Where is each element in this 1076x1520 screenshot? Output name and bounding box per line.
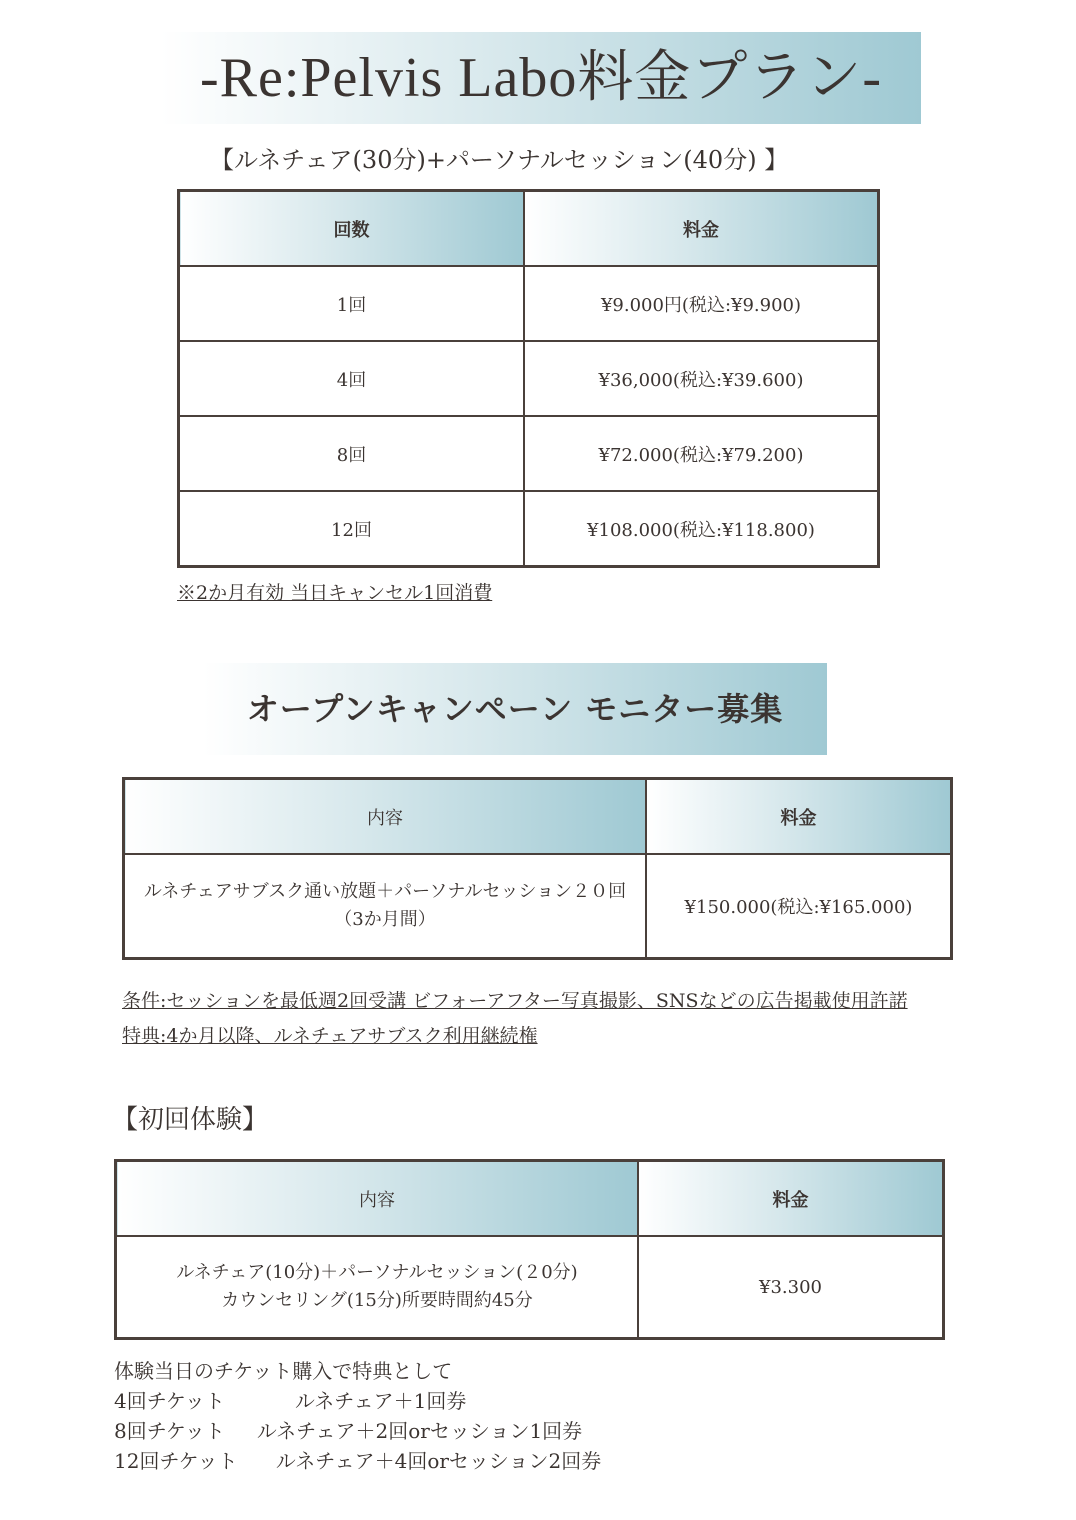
row-count: 12回 <box>179 491 525 567</box>
plan-subtitle: 【ルネチェア(30分)+パーソナルセッション(40分) 】 <box>210 146 789 174</box>
perk-item: 8回チケット ルネチェア＋2回orセッション1回券 <box>114 1419 583 1443</box>
table-row <box>179 416 879 491</box>
perk-item: 12回チケット ルネチェア＋4回orセッション2回券 <box>114 1449 602 1473</box>
perk-item: 4回チケット ルネチェア＋1回券 <box>114 1389 467 1413</box>
row-count: 8回 <box>179 416 525 491</box>
header-price: 料金 <box>646 779 952 855</box>
row-count: 4回 <box>179 341 525 416</box>
plan-note: ※2か月有効 当日キャンセル1回消費 <box>177 582 493 604</box>
table-row <box>124 854 952 959</box>
table-header-row <box>179 191 879 267</box>
table-row <box>116 1236 944 1339</box>
campaign-title: オープンキャンペーン モニター募集 <box>203 663 827 755</box>
table-row <box>179 341 879 416</box>
table-header-row <box>124 779 952 855</box>
header-price: 料金 <box>524 191 879 267</box>
table-header-row <box>116 1161 944 1237</box>
row-price: ¥72.000(税込:¥79.200) <box>524 416 879 491</box>
header-count: 回数 <box>179 191 525 267</box>
header-content: 内容 <box>116 1161 639 1237</box>
campaign-benefit: 特典:4か月以降、ルネチェアサブスク利用継続権 <box>122 1025 538 1047</box>
trial-price: ¥3.300 <box>638 1236 944 1339</box>
plan-price-table <box>177 189 880 568</box>
row-price: ¥9.000円(税込:¥9.900) <box>524 266 879 341</box>
header-price: 料金 <box>638 1161 944 1237</box>
row-price: ¥108.000(税込:¥118.800) <box>524 491 879 567</box>
campaign-content-line1: ルネチェアサブスク通い放題＋パーソナルセッション２０回 <box>143 881 627 902</box>
trial-label: 【初回体験】 <box>112 1105 269 1135</box>
campaign-price: ¥150.000(税込:¥165.000) <box>646 854 952 959</box>
header-content: 内容 <box>124 779 647 855</box>
trial-content-line2: カウンセリング(15分)所要時間約45分 <box>221 1290 533 1311</box>
table-row <box>179 491 879 567</box>
page-title: -Re:Pelvis Labo料金プラン- <box>161 32 921 124</box>
trial-content-line1: ルネチェア(10分)＋パーソナルセッション(２0分) <box>176 1262 578 1283</box>
campaign-table <box>122 777 953 960</box>
campaign-content <box>124 854 647 959</box>
table-row <box>179 266 879 341</box>
trial-table <box>114 1159 945 1340</box>
trial-perks <box>114 1356 601 1476</box>
row-price: ¥36,000(税込:¥39.600) <box>524 341 879 416</box>
row-count: 1回 <box>179 266 525 341</box>
campaign-content-line2: （3か月間） <box>334 909 436 930</box>
trial-content <box>116 1236 639 1339</box>
campaign-condition: 条件:セッションを最低週2回受講 ビフォーアフター写真撮影、SNSなどの広告掲載使用許諾 <box>122 990 908 1012</box>
perks-intro: 体験当日のチケット購入で特典として <box>114 1359 453 1383</box>
